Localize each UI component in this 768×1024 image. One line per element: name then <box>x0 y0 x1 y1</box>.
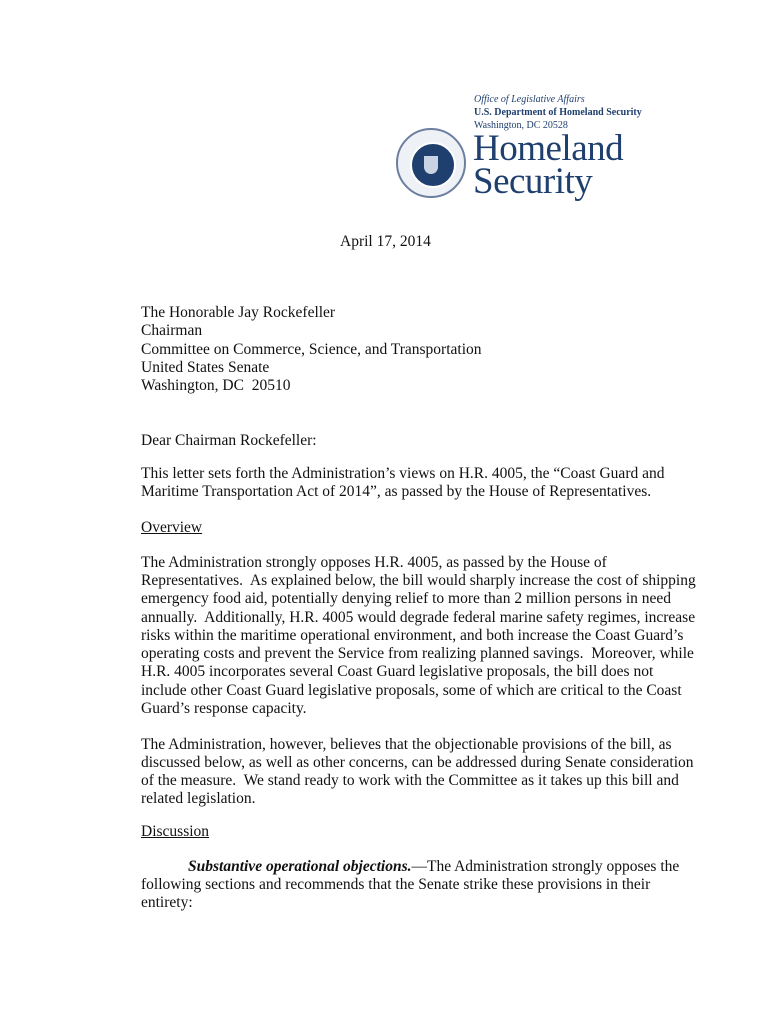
paragraph-line: risks within the maritime operational environment, and both increase the Coast Guard’s <box>141 627 684 644</box>
addressee-line: Committee on Commerce, Science, and Transportation <box>141 341 482 358</box>
paragraph-line: annually. Additionally, H.R. 4005 would degrade federal marine safety regimes, increase <box>141 609 696 626</box>
paragraph-text: —The Administration strongly opposes the <box>411 858 680 875</box>
intro-line: Maritime Transportation Act of 2014”, as passed by the House of Representatives. <box>141 483 652 500</box>
paragraph-line: following sections and recommends that the Senate strike these provisions in their <box>141 876 651 893</box>
dhs-seal-icon <box>396 128 466 198</box>
paragraph-line: of the measure. We stand ready to work with the Committee as it takes up this bill and <box>141 772 679 789</box>
paragraph-line: entirety: <box>141 894 193 911</box>
intro-line: This letter sets forth the Administration’s views on H.R. 4005, the “Coast Guard and <box>141 465 665 482</box>
paragraph-line: operating costs and prevent the Service from realizing planned savings. Moreover, while <box>141 645 694 662</box>
addressee-line: United States Senate <box>141 359 270 376</box>
logo-line-1: Homeland <box>473 128 624 169</box>
paragraph-line: include other Coast Guard legislative proposals, some of which are critical to the Coast <box>141 682 682 699</box>
paragraph-line: The Administration, however, believes that the objectionable provisions of the bill, as <box>141 736 672 753</box>
paragraph-line: The Administration strongly opposes H.R. 4005, as passed by the House of <box>141 554 607 571</box>
overview-heading: Overview <box>141 519 203 536</box>
paragraph-line: H.R. 4005 incorporates several Coast Guard legislative proposals, the bill does not <box>141 663 654 680</box>
salutation: Dear Chairman Rockefeller: <box>141 432 317 449</box>
letter-date: April 17, 2014 <box>340 233 431 250</box>
addressee-line: Chairman <box>141 322 203 339</box>
addressee-line: The Honorable Jay Rockefeller <box>141 304 336 321</box>
homeland-security-logo <box>473 128 624 202</box>
section-lead: Substantive operational objections. <box>188 858 412 875</box>
paragraph-line: discussed below, as well as other concerns, can be addressed during Senate consideration <box>141 754 694 771</box>
discussion-heading: Discussion <box>141 823 210 840</box>
department-name: U.S. Department of Homeland Security <box>474 107 642 118</box>
paragraph-line: Representatives. As explained below, the bill would sharply increase the cost of shipping <box>141 572 696 589</box>
discussion-first-line <box>188 858 679 876</box>
paragraph-line: related legislation. <box>141 790 256 807</box>
paragraph-line: emergency food aid, potentially denying relief to more than 2 million persons in need <box>141 590 672 607</box>
logo-line-2: Security <box>473 161 593 202</box>
department-address: Washington, DC 20528 <box>474 120 568 131</box>
addressee-line: Washington, DC 20510 <box>141 377 291 394</box>
office-name: Office of Legislative Affairs <box>474 94 585 105</box>
paragraph-line: Guard’s response capacity. <box>141 700 307 717</box>
